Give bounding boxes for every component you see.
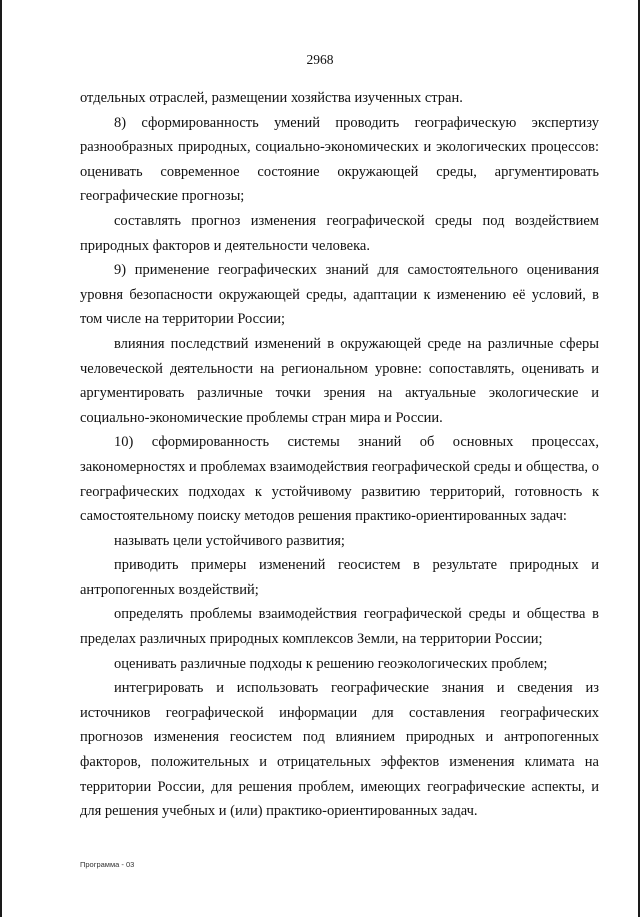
page-number: 2968 (306, 52, 334, 67)
document-body (80, 86, 599, 824)
paragraph-item-10: 10) сформированность системы знаний об основных процессах, закономерностях и проблемах взаимодействия географической среды и общества, о географических подходах к устойчивому развитию территорий, готовность к самостоятельному поиску методов решения практико-ориентированных задач: (80, 434, 599, 525)
paragraph-approaches: оценивать различные подходы к решению геоэкологических проблем; (114, 655, 548, 672)
paragraph-continuation: отдельных отраслей, размещении хозяйства изученных стран. (80, 90, 463, 106)
paragraph-examples: приводить примеры изменений геосистем в результате природных и антропогенных воздействий; (80, 557, 599, 598)
paragraph-forecast: составлять прогноз изменения географической среды под воздействием природных факторов и деятельности человека. (80, 212, 599, 254)
paragraph-influence: влияния последствий изменений в окружающей среде на различные сферы человеческой деятельности на региональном уровне: сопоставлять, оценивать и аргументировать различные точки зрения на актуальные экологические и социально-экономические проблемы стран мира и России. (80, 335, 599, 426)
paragraph-item-8: 8) сформированность умений проводить географическую экспертизу разнообразных природных, социально-экономических и экологических процессов: оценивать современное состояние окружающей среды, аргументировать географические прогнозы; (80, 114, 599, 205)
paragraph-problems: определять проблемы взаимодействия географической среды и общества в пределах различных природных комплексов Земли, на территории России; (80, 606, 599, 648)
scan-border-left (0, 0, 2, 917)
paragraph-integrate: интегрировать и использовать географические знания и сведения из источников географической информации для составления географических прогнозов изменения геосистем под влиянием природных и антропогенных факторов, положительных и отрицательных эффектов изменения климата на территории России, для решения проблем, имеющих географические аспекты, и для решения учебных и (или) практико-ориентированных задач. (80, 680, 599, 820)
footer-label: Программа - 03 (80, 860, 135, 869)
paragraph-item-9: 9) применение географических знаний для самостоятельного оценивания уровня безопасности окружающей среды, адаптации к изменению её условий, в том числе на территории России; (80, 262, 599, 328)
paragraph-goals: называть цели устойчивого развития; (114, 532, 345, 549)
